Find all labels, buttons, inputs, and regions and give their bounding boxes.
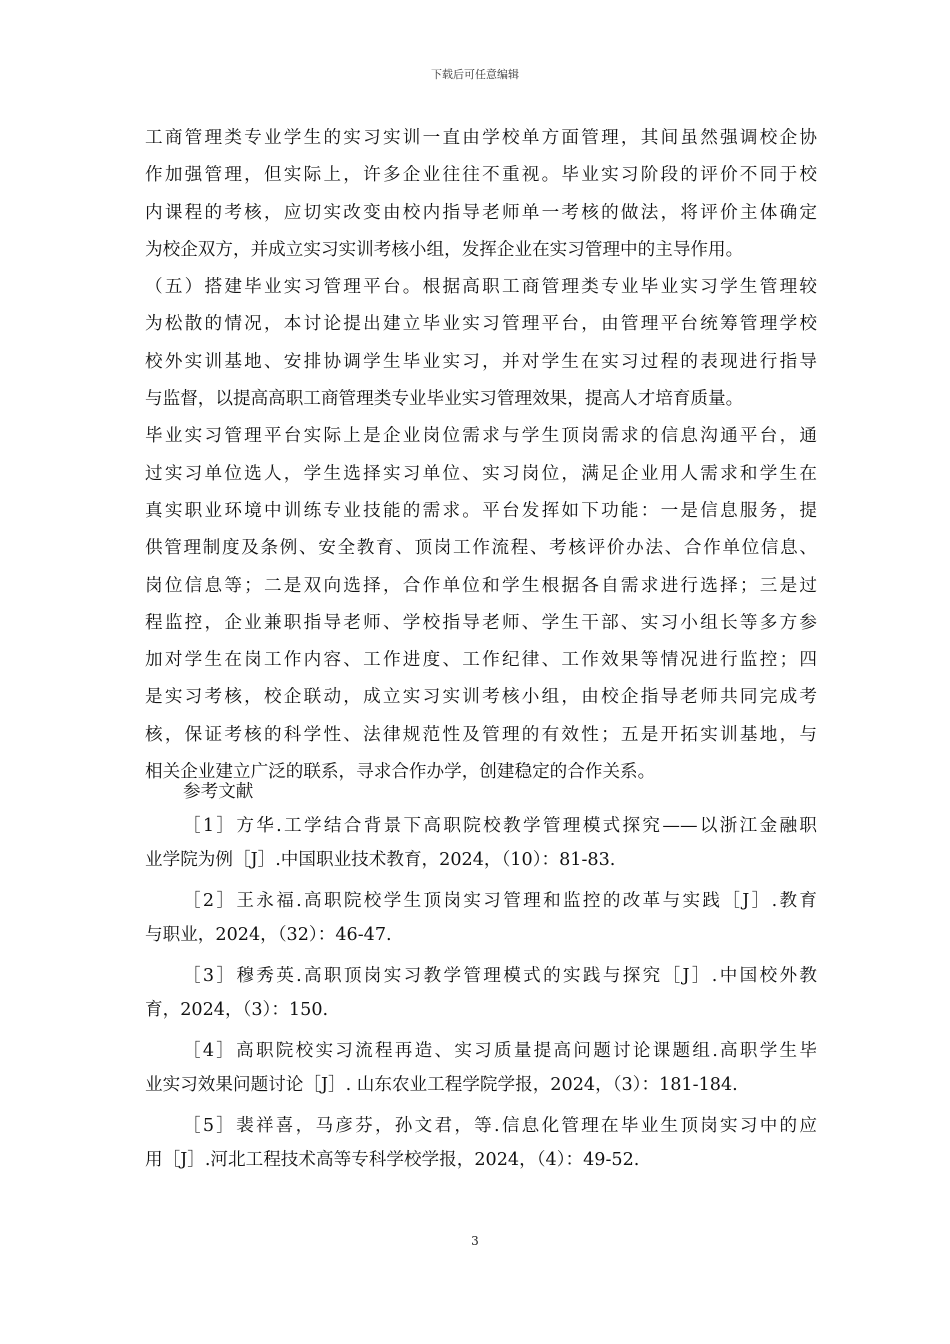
body-line: （五）搭建毕业实习管理平台。根据高职工商管理类专业毕业实习学生管理较 (145, 277, 817, 298)
reference-item-line2: 业学院为例［J］.中国职业技术教育，2024，（10）：81-83. (145, 850, 616, 870)
page-header: 下载后可任意编辑 (431, 68, 519, 81)
body-line: 是实习考核，校企联动，成立实习实训考核小组，由校企指导老师共同完成考 (145, 687, 817, 708)
reference-item-line1: ［3］穆秀英.高职顶岗实习教学管理模式的实践与探究［J］.中国校外教 (183, 966, 817, 986)
reference-item-line2: 业实习效果问题讨论［J］. 山东农业工程学院学报，2024，（3）：181-184. (145, 1075, 738, 1095)
body-line: 与监督，以提高高职工商管理类专业毕业实习管理效果，提高人才培育质量。 (145, 389, 744, 410)
body-line: 程监控，企业兼职指导老师、学校指导老师、学生干部、实习小组长等多方参 (145, 612, 817, 633)
body-line: 为校企双方，并成立实习实训考核小组，发挥企业在实习管理中的主导作用。 (145, 239, 744, 260)
body-line: 核，保证考核的科学性、法律规范性及管理的有效性；五是开拓实训基地，与 (145, 724, 817, 745)
page-number: 3 (471, 1234, 479, 1248)
body-line: 真实职业环境中训练专业技能的需求。平台发挥如下功能：一是信息服务，提 (145, 500, 817, 521)
reference-item-line1: ［4］高职院校实习流程再造、实习质量提高问题讨论课题组.高职学生毕 (183, 1041, 817, 1061)
body-line: 作加强管理，但实际上，许多企业往往不重视。毕业实习阶段的评价不同于校 (145, 165, 817, 186)
reference-item-line1: ［2］王永福.高职院校学生顶岗实习管理和监控的改革与实践［J］.教育 (183, 891, 817, 911)
body-line: 过实习单位选人，学生选择实习单位、实习岗位，满足企业用人需求和学生在 (145, 463, 817, 484)
body-line: 内课程的考核，应切实改变由校内指导老师单一考核的做法，将评价主体确定 (145, 202, 817, 223)
body-line: 毕业实习管理平台实际上是企业岗位需求与学生顶岗需求的信息沟通平台，通 (145, 426, 817, 447)
body-line: 校外实训基地、安排协调学生毕业实习，并对学生在实习过程的表现进行指导 (145, 351, 817, 372)
reference-item-line1: ［1］方华.工学结合背景下高职院校教学管理模式探究——以浙江金融职 (183, 816, 817, 836)
references-section (145, 775, 817, 1184)
body-line: 岗位信息等；二是双向选择，合作单位和学生根据各自需求进行选择；三是过 (145, 575, 817, 596)
body-line: 为松散的情况，本讨论提出建立毕业实习管理平台，由管理平台统筹管理学校 (145, 314, 817, 335)
reference-item-line2: 与职业，2024，（32）：46-47. (145, 925, 392, 945)
body-line: 加对学生在岗工作内容、工作进度、工作纪律、工作效果等情况进行监控；四 (145, 650, 817, 671)
body-text (145, 120, 817, 791)
body-line: 工商管理类专业学生的实习实训一直由学校单方面管理，其间虽然强调校企协 (145, 128, 817, 148)
reference-item-line1: ［5］裴祥喜，马彦芬，孙文君，等.信息化管理在毕业生顶岗实习中的应 (183, 1116, 817, 1136)
body-line: 相关企业建立广泛的联系，寻求合作办学，创建稳定的合作关系。 (145, 762, 656, 783)
reference-item-line2: 育，2024，（3）：150. (145, 1000, 329, 1020)
reference-item-line2: 用［J］.河北工程技术高等专科学校学报，2024，（4）：49-52. (145, 1150, 640, 1170)
references-heading: 参考文献 (183, 782, 254, 802)
body-line: 供管理制度及条例、安全教育、顶岗工作流程、考核评价办法、合作单位信息、 (145, 538, 817, 559)
